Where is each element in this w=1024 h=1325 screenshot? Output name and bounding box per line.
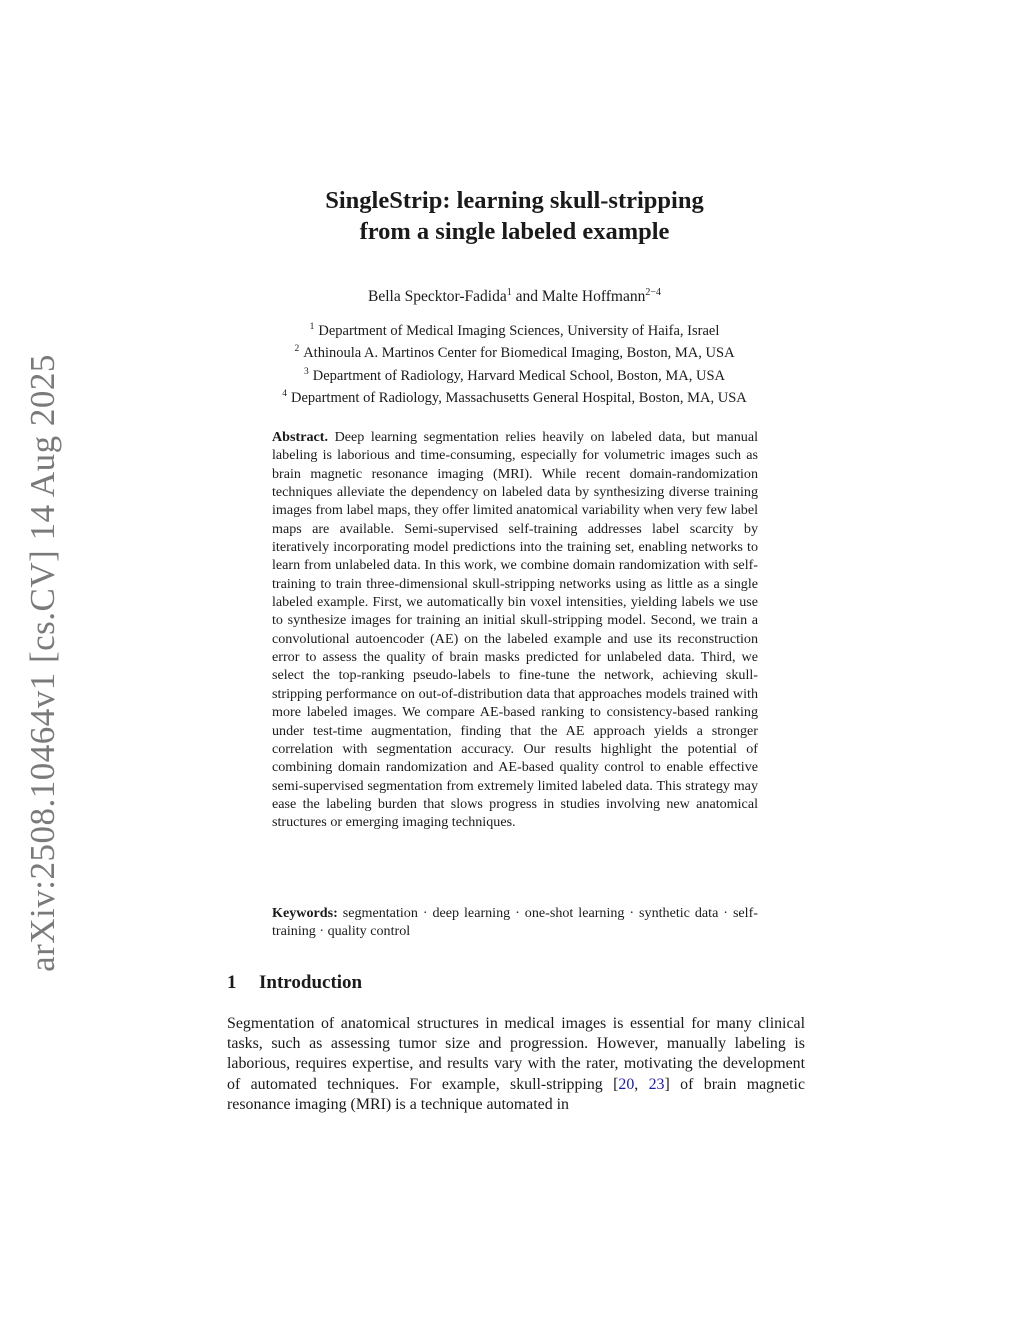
section-number: 1	[227, 972, 237, 993]
abstract-label: Abstract.	[272, 429, 328, 445]
affiliation-number: 4	[282, 389, 287, 400]
citation-link[interactable]: 20	[618, 1075, 635, 1093]
citation-link[interactable]: 23	[648, 1075, 665, 1093]
author-name: Malte Hoffmann	[541, 288, 646, 306]
keywords-label: Keywords:	[272, 905, 338, 921]
intro-text: ] of brain magnetic resonance imaging (MRI) is a technique automated in	[227, 1075, 805, 1113]
author-affiliation-marker: 2−4	[645, 287, 661, 298]
affiliation-number: 3	[304, 366, 309, 377]
paper-title	[212, 185, 817, 247]
citation-separator: ,	[634, 1075, 649, 1093]
author-separator: and	[511, 288, 542, 306]
title-line-2: from a single labeled example	[359, 218, 670, 245]
affiliation-text: Department of Medical Imaging Sciences, University of Haifa, Israel	[318, 323, 720, 339]
affiliation-number: 1	[309, 322, 315, 332]
author-name: Bella Specktor-Fadida	[368, 288, 507, 306]
affiliation	[212, 318, 817, 340]
intro-text: Segmentation of anatomical structures in medical images is essential for many clinical tasks, such as assessing tumor size and progression. However, manually labeling is laborious, requires expertise, and results vary with the rater, motivating the development of automated techniques. For example, skull-stripping [	[227, 1015, 805, 1093]
introduction-paragraph	[227, 1014, 805, 1115]
affiliation-list	[212, 318, 817, 408]
abstract	[272, 428, 758, 832]
affiliation	[212, 363, 817, 385]
author-list	[212, 281, 817, 309]
section-heading	[227, 972, 362, 994]
title-line-1: SingleStrip: learning skull-stripping	[325, 187, 704, 214]
arxiv-sidebar-stamp	[20, 353, 66, 972]
affiliation-text: Department of Radiology, Harvard Medical School, Boston, MA, USA	[312, 367, 725, 384]
keywords-text: segmentation · deep learning · one-shot learning · synthetic data · self-training · quality control	[272, 905, 758, 940]
affiliation	[212, 385, 817, 407]
author-affiliation-marker: 1	[506, 287, 512, 298]
affiliation	[212, 340, 817, 362]
affiliation-text: Athinoula A. Martinos Center for Biomedical Imaging, Boston, MA, USA	[303, 345, 735, 362]
arxiv-identifier: arXiv:2508.10464v1 [cs.CV] 14 Aug 2025	[23, 353, 62, 972]
affiliation-number: 2	[294, 344, 300, 355]
section-title: Introduction	[259, 972, 363, 993]
abstract-text: Deep learning segmentation relies heavily on labeled data, but manual labeling is laborious and time-consuming, especially for volumetric images such as brain magnetic resonance imaging (MRI). While recent domain-randomization techniques alleviate the dependency on labeled data by synthesizing diverse training images from label maps, they offer limited anatomical variability when very few label maps are available. Semi-supervised self-training addresses label scarcity by iteratively incorporating model predictions into the training set, enabling networks to learn from unlabeled data. In this work, we combine domain randomization with self-training to train three-dimensional skull-stripping networks using as little as a single labeled example. First, we automatically bin voxel intensities, yielding labels we use to synthesize images for training an initial skull-stripping model. Second, we train a convolutional autoencoder (AE) on the labeled example and use its reconstruction error to assess the quality of brain masks predicted for unlabeled data. Third, we select the top-ranking pseudo-labels to fine-tune the network, achieving skull-stripping performance on out-of-distribution data that approaches models trained with more labeled images. We compare AE-based ranking to consistency-based ranking under test-time augmentation, finding that the AE approach yields a stronger correlation with segmentation accuracy. Our results highlight the potential of combining domain randomization and AE-based quality control to enable effective semi-supervised segmentation from extremely limited labeled data. This strategy may ease the labeling burden that slows progress in studies involving new anatomical structures or emerging imaging techniques.	[272, 429, 758, 831]
affiliation-text: Department of Radiology, Massachusetts General Hospital, Boston, MA, USA	[291, 390, 747, 407]
keywords	[272, 904, 758, 941]
